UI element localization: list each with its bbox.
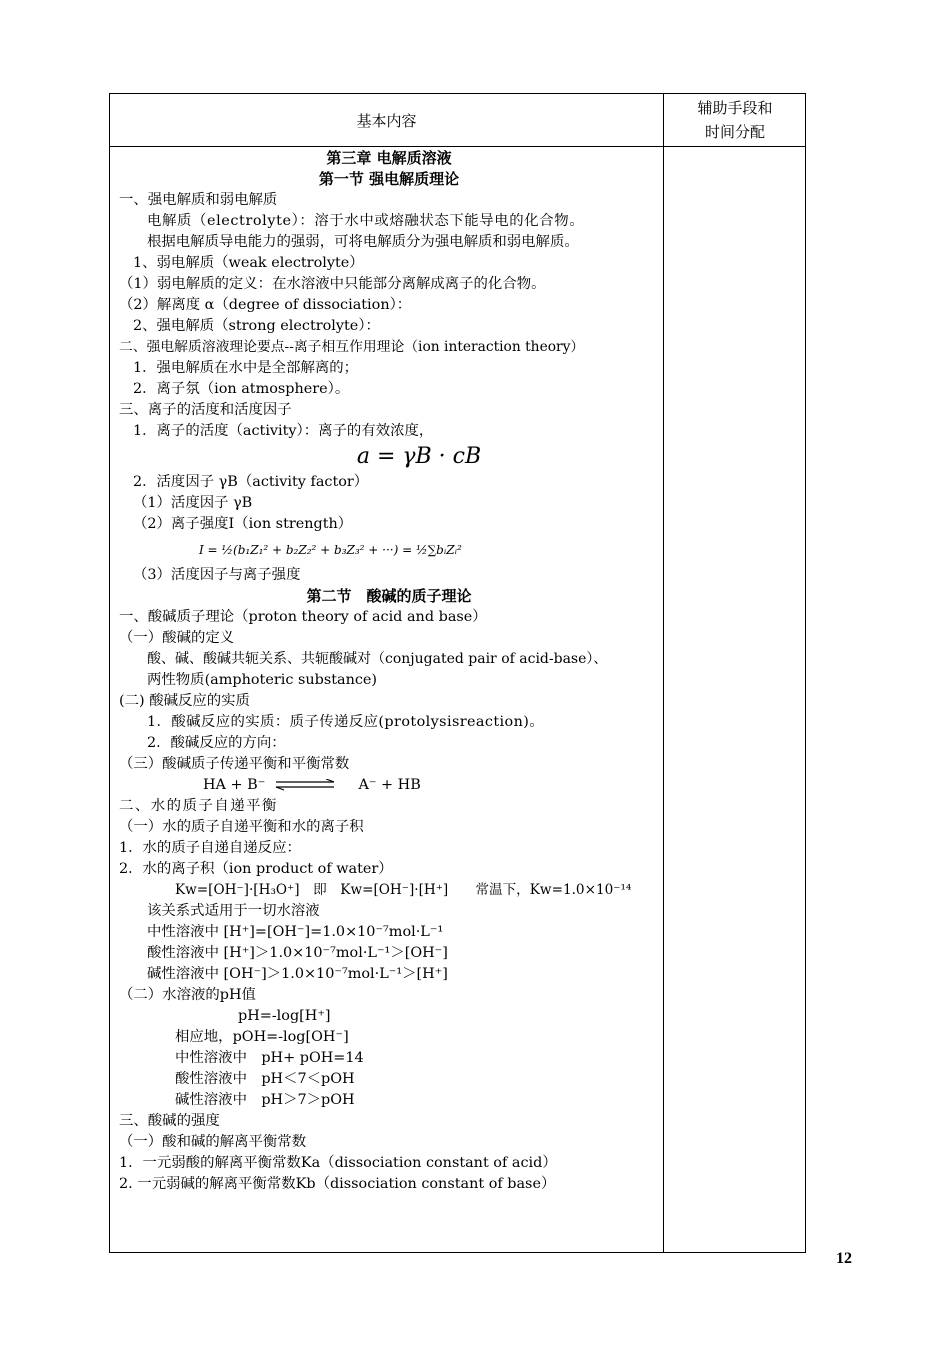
section-title-2: 第二节 酸碱的质子理论 (306, 587, 472, 605)
text-line: 2．水的离子积（ion product of water） (119, 861, 393, 877)
text-line: 1、弱电解质（weak electrolyte） (133, 255, 364, 271)
text-line: 二、水的质子自递平衡 (119, 798, 278, 814)
equilibrium-equation (119, 775, 659, 796)
text-line: （3）活度因子与离子强度 (133, 567, 301, 583)
text-line: 一、酸碱质子理论（proton theory of acid and base） (119, 609, 487, 625)
text-line: 1．酸碱反应的实质：质子传递反应(protolysisreaction)。 (147, 714, 545, 730)
text-line: （2）离子强度I（ion strength） (133, 516, 353, 532)
equation-products: A⁻ + HB (358, 777, 421, 793)
ion-product-formula: Kw=[OH⁻]·[H₃O⁺] 即 Kw=[OH⁻]·[H⁺] 常温下，Kw=1.0×10⁻¹⁴ (175, 882, 632, 898)
text-line: 1．一元弱酸的解离平衡常数Ka（dissociation constant of acid） (119, 1155, 557, 1171)
ph-formula: pH=-log[H⁺] (238, 1008, 331, 1024)
text-line: 三、离子的活度和活度因子 (119, 402, 292, 418)
header-aids-line2: 时间分配 (704, 123, 765, 141)
header-basic-content: 基本内容 (356, 111, 417, 130)
equation-reactants: HA + B⁻ (203, 777, 266, 793)
text-line: （三）酸碱质子传递平衡和平衡常数 (119, 756, 350, 772)
text-line: 一、强电解质和弱电解质 (119, 192, 278, 208)
text-line: (二) 酸碱反应的实质 (119, 693, 250, 709)
equilibrium-arrow-icon (270, 779, 340, 791)
header-divider (110, 146, 805, 147)
header-aids-and-time (664, 94, 806, 146)
header-aids-line1: 辅助手段和 (697, 99, 773, 117)
chapter-title: 第三章 电解质溶液 (326, 149, 452, 167)
text-line: 该关系式适用于一切水溶液 (147, 903, 320, 919)
text-line: 中性溶液中 pH+ pOH=14 (175, 1050, 364, 1066)
text-line: 电解质（electrolyte）：溶于水中或熔融状态下能导电的化合物。 (147, 213, 585, 229)
text-line: （1）活度因子 γB (133, 495, 253, 511)
column-divider (663, 94, 664, 1252)
page-number: 12 (836, 1250, 852, 1267)
text-line: 1．强电解质在水中是全部解离的； (133, 360, 359, 376)
text-line: （一）酸和碱的解离平衡常数 (119, 1134, 307, 1150)
ionic-strength-formula: I = ½(b₁Z₁² + b₂Z₂² + b₃Z₃² + ···) = ½∑bᵢZᵢ² (199, 543, 462, 557)
lecture-content (119, 148, 659, 1195)
text-line: （二）水溶液的pH值 (119, 987, 256, 1003)
text-line: 根据电解质导电能力的强弱，可将电解质分为强电解质和弱电解质。 (147, 234, 579, 250)
text-line: 三、酸碱的强度 (119, 1113, 220, 1129)
text-line: 1．离子的活度（activity）：离子的有效浓度， (133, 423, 434, 439)
text-line: 酸、碱、酸碱共轭关系、共轭酸碱对（conjugated pair of acid-base）、 (147, 651, 608, 667)
text-line: 两性物质(amphoteric substance) (147, 672, 378, 688)
text-line: 2．离子氛（ion atmosphere）。 (133, 381, 350, 397)
text-line: 中性溶液中 [H⁺]=[OH⁻]=1.0×10⁻⁷mol·L⁻¹ (147, 924, 444, 940)
text-line: 酸性溶液中 [H⁺]＞1.0×10⁻⁷mol·L⁻¹＞[OH⁻] (147, 945, 448, 961)
text-line: 2．活度因子 γB（activity factor） (133, 474, 369, 490)
text-line: 碱性溶液中 [OH⁻]＞1.0×10⁻⁷mol·L⁻¹＞[H⁺] (147, 966, 448, 982)
activity-formula: a = γB · cB (356, 444, 482, 469)
text-line: （1）弱电解质的定义：在水溶液中只能部分离解成离子的化合物。 (119, 276, 546, 292)
text-line: （一）水的质子自递平衡和水的离子积 (119, 819, 364, 835)
text-line: 酸性溶液中 pH＜7＜pOH (175, 1071, 355, 1087)
text-line: （一）酸碱的定义 (119, 630, 235, 646)
text-line: 2、强电解质（strong electrolyte）： (133, 318, 380, 334)
poh-formula: 相应地，pOH=-log[OH⁻] (175, 1029, 349, 1045)
text-line: 碱性溶液中 pH＞7＞pOH (175, 1092, 355, 1108)
section-title-1: 第一节 强电解质理论 (318, 170, 460, 188)
text-line: 2. 一元弱碱的解离平衡常数Kb（dissociation constant of base） (119, 1176, 556, 1192)
text-line: 二、强电解质溶液理论要点--离子相互作用理论（ion interaction theory） (119, 339, 585, 355)
text-line: 2．酸碱反应的方向： (147, 735, 286, 751)
text-line: （2）解离度 α（degree of dissociation）： (119, 297, 412, 313)
text-line: 1．水的质子自递自递反应： (119, 840, 301, 856)
